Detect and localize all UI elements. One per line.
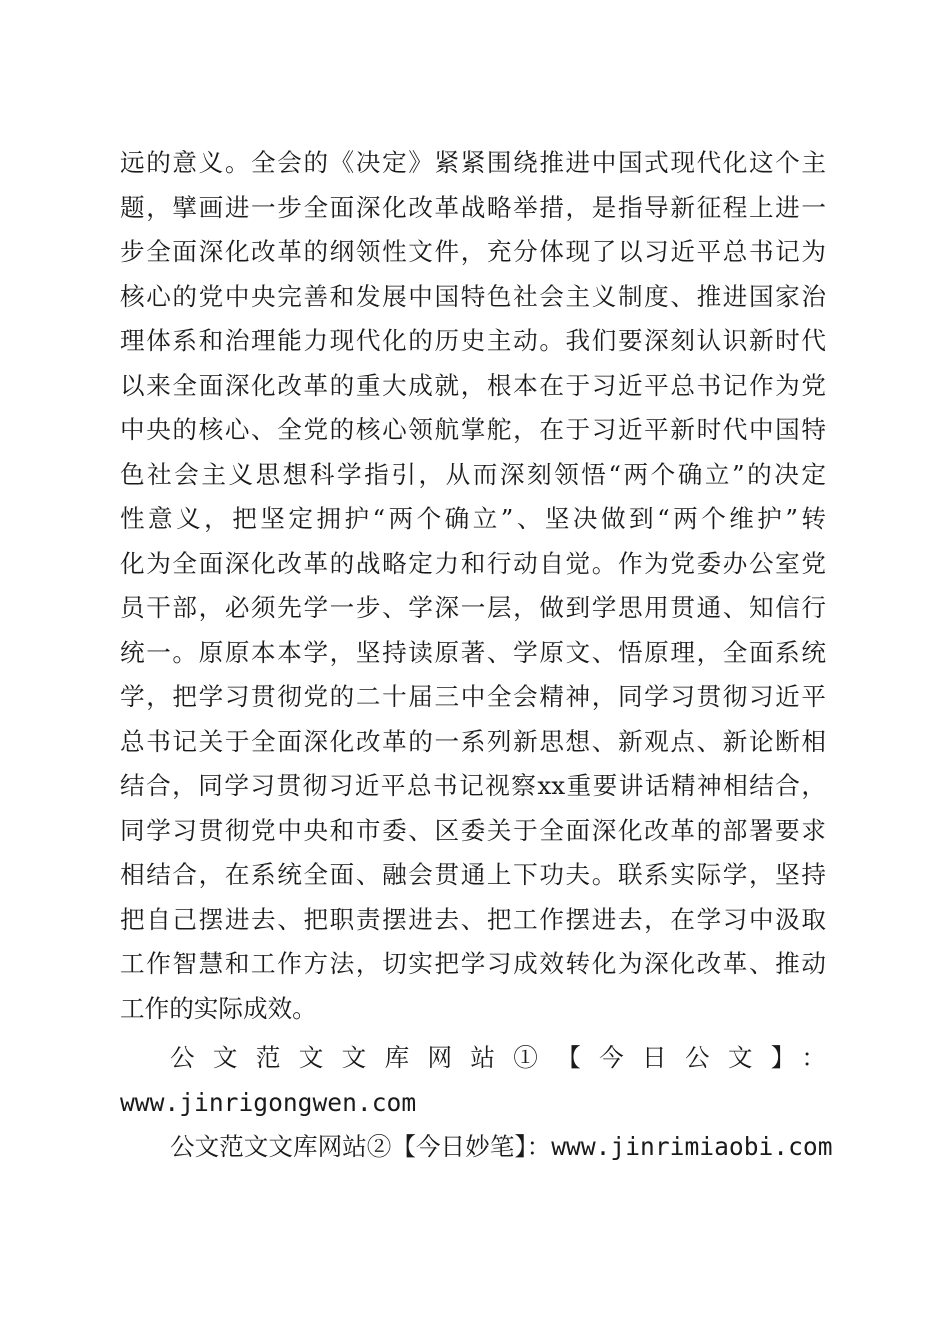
website-links bbox=[120, 1036, 833, 1170]
text-line: 学，把学习贯彻党的二十届三中全会精神，同学习贯彻习近平 bbox=[120, 682, 826, 711]
website-link-1-url[interactable]: www.jinrigongwen.com bbox=[120, 1087, 417, 1117]
text-line: 工作的实际成效。 bbox=[120, 993, 317, 1023]
website-link-2-label: 公文范文文库网站②【今日妙笔】： bbox=[170, 1132, 552, 1161]
text-line: 工作智慧和工作方法，切实把学习成效转化为深化改革、推动 bbox=[120, 949, 826, 978]
text-line: 结合，同学习贯彻习近平总书记视察xx重要讲话精神相结合， bbox=[120, 771, 826, 800]
text-line: 步全面深化改革的纲领性文件，充分体现了以习近平总书记为 bbox=[120, 237, 826, 266]
body-paragraph bbox=[120, 141, 826, 1031]
text-line: 理体系和治理能力现代化的历史主动。我们要深刻认识新时代 bbox=[120, 326, 826, 355]
text-line: 题，擘画进一步全面深化改革战略举措，是指导新征程上进一 bbox=[120, 192, 826, 222]
text-line: 统一。原原本本学，坚持读原著、学原文、悟原理，全面系统 bbox=[120, 637, 826, 667]
text-line: 远的意义。全会的《决定》紧紧围绕推进中国式现代化这个主 bbox=[120, 148, 826, 177]
website-link-2 bbox=[120, 1125, 833, 1170]
text-line: 核心的党中央完善和发展中国特色社会主义制度、推进国家治 bbox=[120, 281, 826, 311]
text-line: 色社会主义思想科学指引，从而深刻领悟“两个确立”的决定 bbox=[120, 459, 826, 489]
text-line: 同学习贯彻党中央和市委、区委关于全面深化改革的部署要求 bbox=[120, 815, 826, 845]
text-line: 把自己摆进去、把职责摆进去、把工作摆进去，在学习中汲取 bbox=[120, 904, 826, 934]
text-line: 总书记关于全面深化改革的一系列新思想、新观点、新论断相 bbox=[120, 726, 826, 756]
text-line: 以来全面深化改革的重大成就，根本在于习近平总书记作为党 bbox=[120, 370, 826, 400]
website-link-2-url[interactable]: www.jinrimiaobi.com bbox=[551, 1132, 833, 1161]
text-line: 中央的核心、全党的核心领航掌舵，在于习近平新时代中国特 bbox=[120, 415, 826, 444]
text-line: 化为全面深化改革的战略定力和行动自觉。作为党委办公室党 bbox=[120, 548, 826, 578]
text-line: 相结合，在系统全面、融会贯通上下功夫。联系实际学，坚持 bbox=[120, 860, 826, 889]
text-line: 员干部，必须先学一步、学深一层，做到学思用贯通、知信行 bbox=[120, 593, 826, 622]
website-link-1-label: 公文范文文库网站①【今日公文】： bbox=[170, 1043, 826, 1072]
text-line: 性意义，把坚定拥护“两个确立”、坚决做到“两个维护”转 bbox=[120, 504, 826, 533]
